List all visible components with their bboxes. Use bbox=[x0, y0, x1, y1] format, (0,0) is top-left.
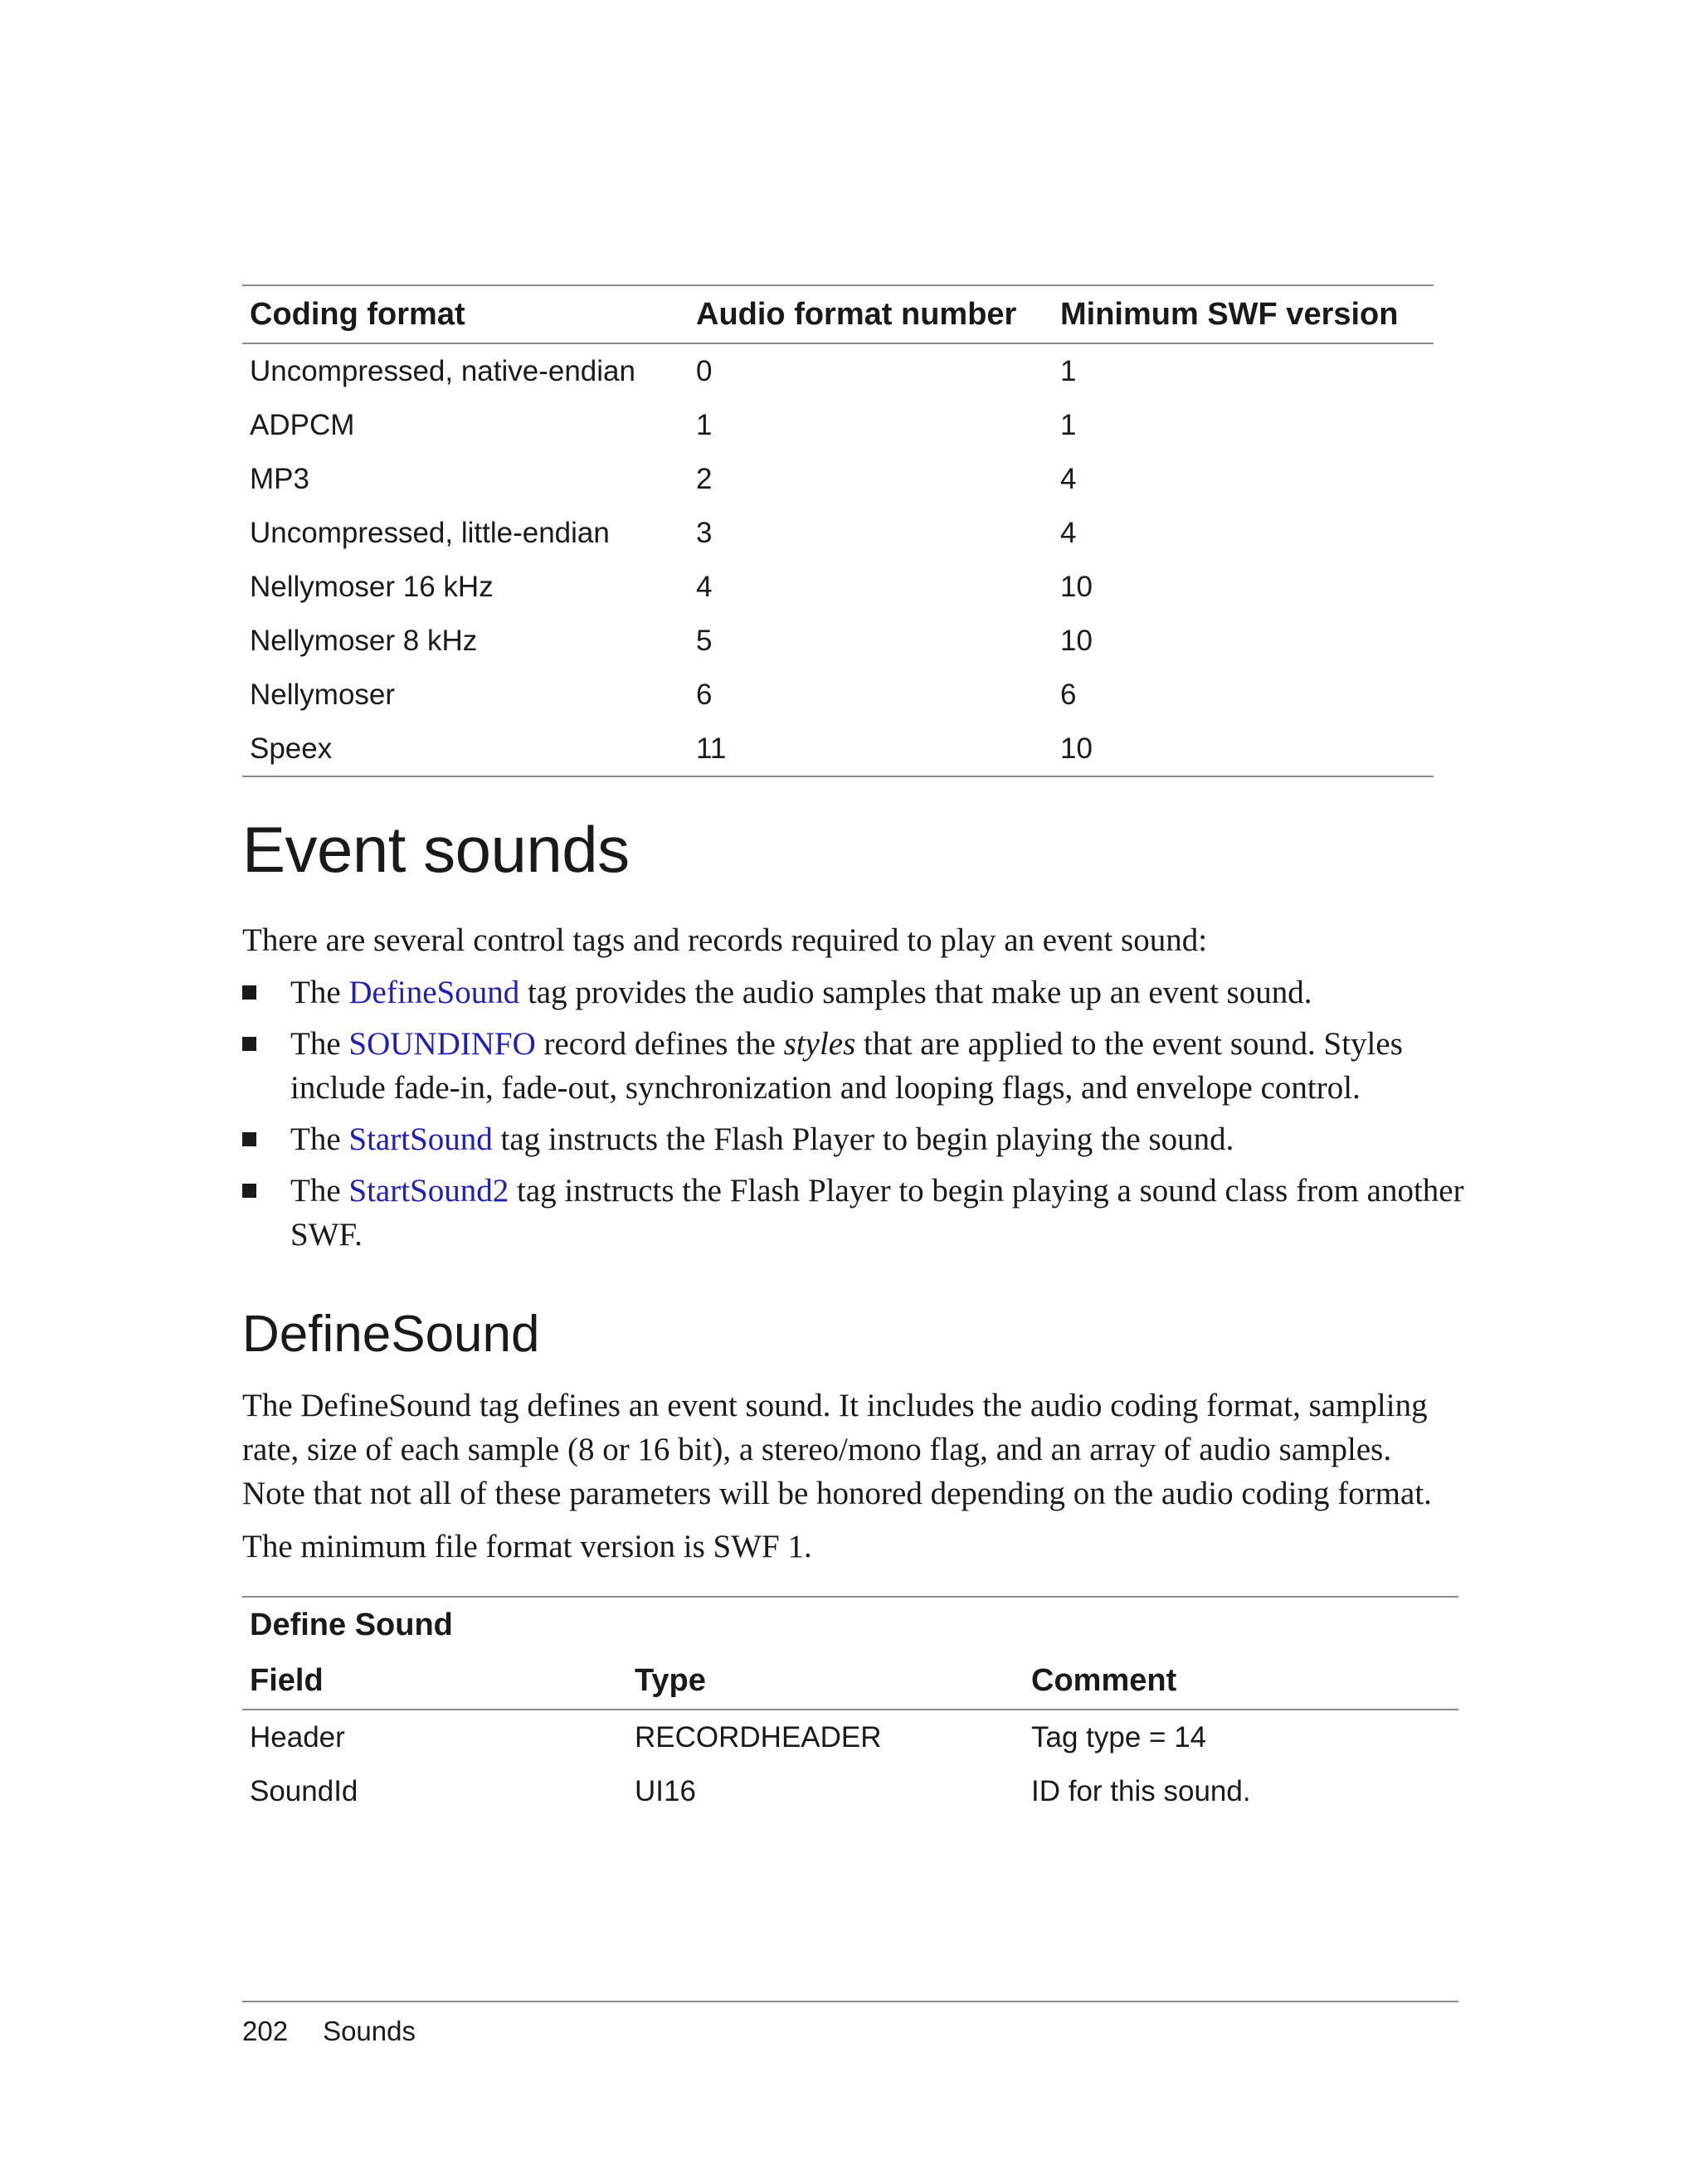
define-sound-table bbox=[242, 1596, 1458, 1818]
table-row bbox=[242, 614, 1434, 668]
table-cell: Nellymoser 16 kHz bbox=[250, 570, 494, 603]
table-row bbox=[242, 1710, 1458, 1764]
table-row bbox=[242, 722, 1434, 776]
bullet-text: that are applied to the event sound. Styles include fade-in, fade-out, synchronization and looping flags, and envelope control. bbox=[290, 1026, 1403, 1106]
bullet-text: The bbox=[290, 1121, 349, 1157]
table-row bbox=[242, 344, 1434, 398]
table-cell: MP3 bbox=[250, 462, 309, 495]
table-row bbox=[242, 452, 1434, 506]
soundinfo-link[interactable]: SOUNDINFO bbox=[348, 1026, 536, 1062]
table-row bbox=[242, 668, 1434, 722]
event-sound-bullet-list bbox=[242, 970, 1470, 1264]
table-cell: ADPCM bbox=[250, 408, 355, 441]
table-row bbox=[242, 560, 1434, 614]
minimum-version-text: The minimum file format version is SWF 1. bbox=[242, 1529, 812, 1564]
table-cell: Nellymoser 8 kHz bbox=[250, 624, 478, 657]
table-cell: 3 bbox=[696, 516, 713, 549]
table-row bbox=[242, 398, 1434, 452]
table-cell: 10 bbox=[1060, 570, 1093, 603]
table-cell: 1 bbox=[1060, 354, 1077, 387]
square-bullet-icon bbox=[242, 1132, 256, 1146]
table-header-row bbox=[242, 1652, 1458, 1710]
column-header: Audio format number bbox=[696, 296, 1017, 332]
table-cell: 10 bbox=[1060, 732, 1093, 765]
table-cell: Nellymoser bbox=[250, 678, 396, 711]
bullet-text: The bbox=[290, 1173, 349, 1209]
column-header: Comment bbox=[1031, 1662, 1177, 1698]
page-number: 202 bbox=[242, 2016, 289, 2046]
table-cell: 5 bbox=[696, 624, 713, 657]
table-header-row bbox=[242, 286, 1434, 344]
list-item bbox=[242, 1169, 1470, 1257]
table-cell: Header bbox=[250, 1720, 345, 1754]
table-cell: 10 bbox=[1060, 624, 1093, 657]
bullet-text: The bbox=[290, 1026, 349, 1062]
column-header: Field bbox=[250, 1662, 324, 1698]
table-cell: 4 bbox=[696, 570, 713, 603]
column-header: Type bbox=[635, 1662, 706, 1698]
startsound-link[interactable]: StartSound bbox=[348, 1121, 493, 1157]
definesound-paragraph: The DefineSound tag defines an event sound. It includes the audio coding format, sampling rate, size of each sample (8 or 16 bit), a stereo/mono flag, and an array of audio samples. Note that not all of these parameters will be honored depending on the audio coding format. bbox=[242, 1388, 1432, 1511]
square-bullet-icon bbox=[242, 1184, 256, 1198]
table-cell: 6 bbox=[1060, 678, 1077, 711]
column-header: Minimum SWF version bbox=[1060, 296, 1399, 332]
table-cell: SoundId bbox=[250, 1774, 358, 1807]
intro-paragraph: There are several control tags and records required to play an event sound: bbox=[242, 922, 1208, 958]
emphasis-styles: styles bbox=[783, 1026, 856, 1062]
table-cell: 11 bbox=[696, 732, 727, 765]
section-heading-event-sounds: Event sounds bbox=[242, 813, 630, 886]
bullet-text: record defines the bbox=[535, 1026, 784, 1062]
square-bullet-icon bbox=[242, 985, 256, 1000]
page-footer bbox=[242, 2016, 416, 2047]
list-item bbox=[242, 1022, 1470, 1110]
table-cell: ID for this sound. bbox=[1031, 1774, 1251, 1807]
section-heading-definesound: DefineSound bbox=[242, 1306, 540, 1363]
table-cell: 4 bbox=[1060, 462, 1077, 495]
table-cell: 1 bbox=[1060, 408, 1077, 441]
bullet-text: tag instructs the Flash Player to begin playing a sound class from another SWF. bbox=[290, 1173, 1464, 1253]
table-cell: 6 bbox=[696, 678, 713, 711]
startsound2-link[interactable]: StartSound2 bbox=[348, 1173, 509, 1209]
bullet-text: tag instructs the Flash Player to begin playing the sound. bbox=[492, 1121, 1234, 1157]
table-row bbox=[242, 506, 1434, 560]
bullet-text: tag provides the audio samples that make up an event sound. bbox=[519, 975, 1312, 1010]
table-cell: 0 bbox=[696, 354, 713, 387]
column-header: Coding format bbox=[250, 296, 465, 332]
list-item bbox=[242, 970, 1470, 1014]
table-cell: RECORDHEADER bbox=[635, 1720, 882, 1754]
table-cell: Uncompressed, native-endian bbox=[250, 354, 635, 387]
list-item bbox=[242, 1117, 1470, 1161]
table-row bbox=[242, 1764, 1458, 1818]
definesound-link[interactable]: DefineSound bbox=[348, 975, 520, 1010]
bullet-text: The bbox=[290, 975, 349, 1010]
footer-section-title: Sounds bbox=[323, 2016, 416, 2046]
table-cell: Tag type = 14 bbox=[1031, 1720, 1207, 1754]
coding-format-table bbox=[242, 285, 1434, 777]
footer-divider bbox=[242, 2001, 1458, 2002]
table-cell: UI16 bbox=[635, 1774, 696, 1807]
table-cell: Speex bbox=[250, 732, 333, 765]
table-cell: Uncompressed, little-endian bbox=[250, 516, 610, 549]
table-cell: 1 bbox=[696, 408, 713, 441]
table-cell: 4 bbox=[1060, 516, 1077, 549]
square-bullet-icon bbox=[242, 1037, 256, 1051]
table-cell: 2 bbox=[696, 462, 713, 495]
table-caption: Define Sound bbox=[250, 1607, 453, 1642]
